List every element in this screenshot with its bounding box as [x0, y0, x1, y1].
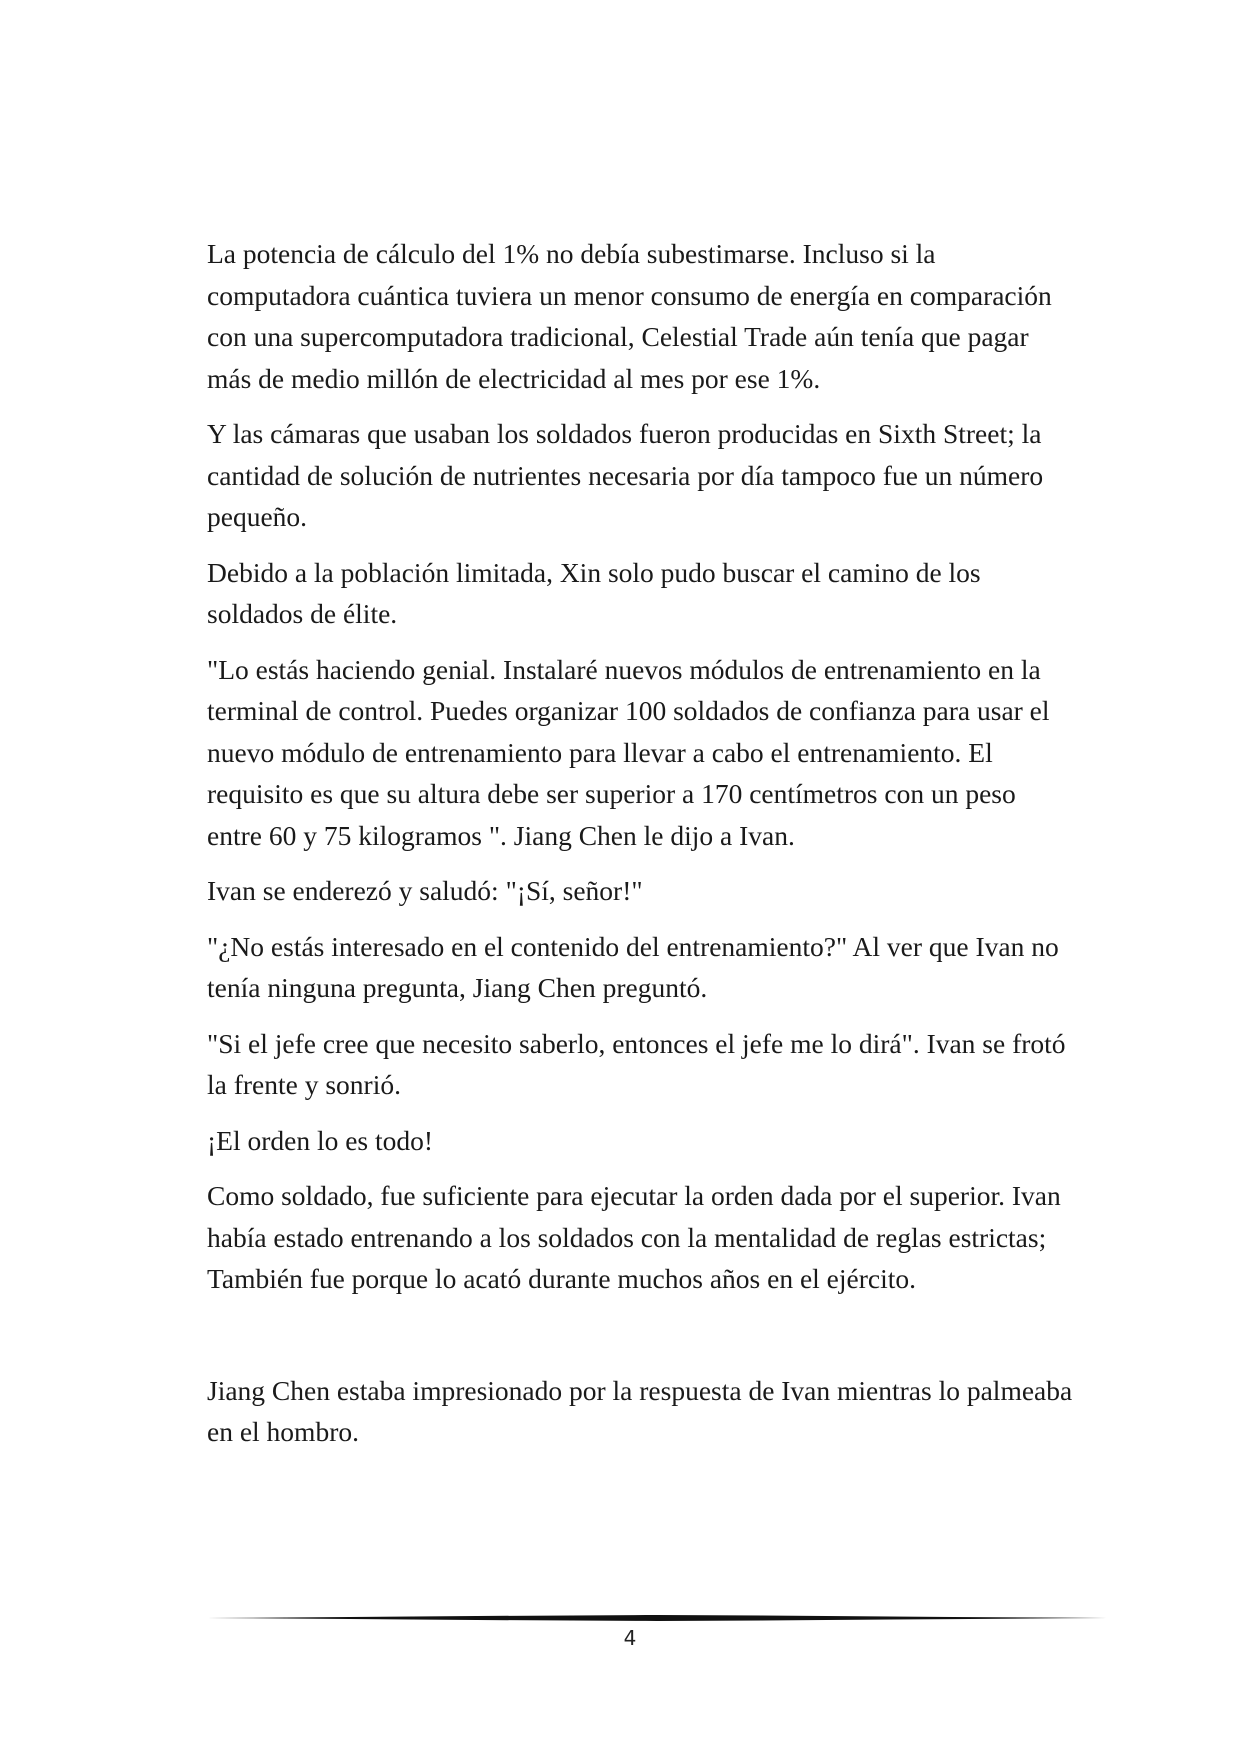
page-number: 4	[623, 1626, 637, 1650]
paragraph: Y las cámaras que usaban los soldados fueron producidas en Sixth Street; la cantidad de solución de nutrientes necesaria por día tampoco fue un número pequeño.	[207, 418, 1044, 532]
paragraph: La potencia de cálculo del 1% no debía subestimarse. Incluso si la computadora cuántica tuviera un menor consumo de energía en comparación con una supercomputadora tradicional, Celestial Trade aún tenía que pagar más de medio millón de electricidad al mes por ese 1%.	[207, 238, 1052, 394]
paragraph: ¡El orden lo es todo!	[207, 1124, 434, 1156]
paragraph: Debido a la población limitada, Xin solo pudo buscar el camino de los soldados de élite.	[207, 556, 981, 629]
paragraph: "Si el jefe cree que necesito saberlo, entonces el jefe me lo dirá". Ivan se frotó la frente y sonrió.	[207, 1027, 1066, 1100]
paragraph: "¿No estás interesado en el contenido del entrenamiento?" Al ver que Ivan no tenía ninguna pregunta, Jiang Chen preguntó.	[207, 930, 1059, 1003]
paragraph-gap	[207, 1314, 1077, 1370]
paragraph: Como soldado, fue suficiente para ejecutar la orden dada por el superior. Ivan había estado entrenando a los soldados con la mentalidad de reglas estrictas; También fue porque lo acató durante muchos años en el ejército.	[207, 1180, 1061, 1294]
paragraph: "Lo estás haciendo genial. Instalaré nuevos módulos de entrenamiento en la terminal de control. Puedes organizar 100 soldados de confianza para usar el nuevo módulo de entrenamiento para llevar a cabo el entrenamiento. El requisito es que su altura debe ser superior a 170 centímetros con un peso entre 60 y 75 kilogramos ". Jiang Chen le dijo a Ivan.	[207, 653, 1050, 851]
footer-divider	[207, 1612, 1107, 1624]
body-text	[207, 233, 1077, 1467]
paragraph: Ivan se enderezó y saludó: "¡Sí, señor!"	[207, 875, 643, 906]
paragraph: Jiang Chen estaba impresionado por la respuesta de Ivan mientras lo palmeaba en el hombro.	[207, 1374, 1073, 1447]
